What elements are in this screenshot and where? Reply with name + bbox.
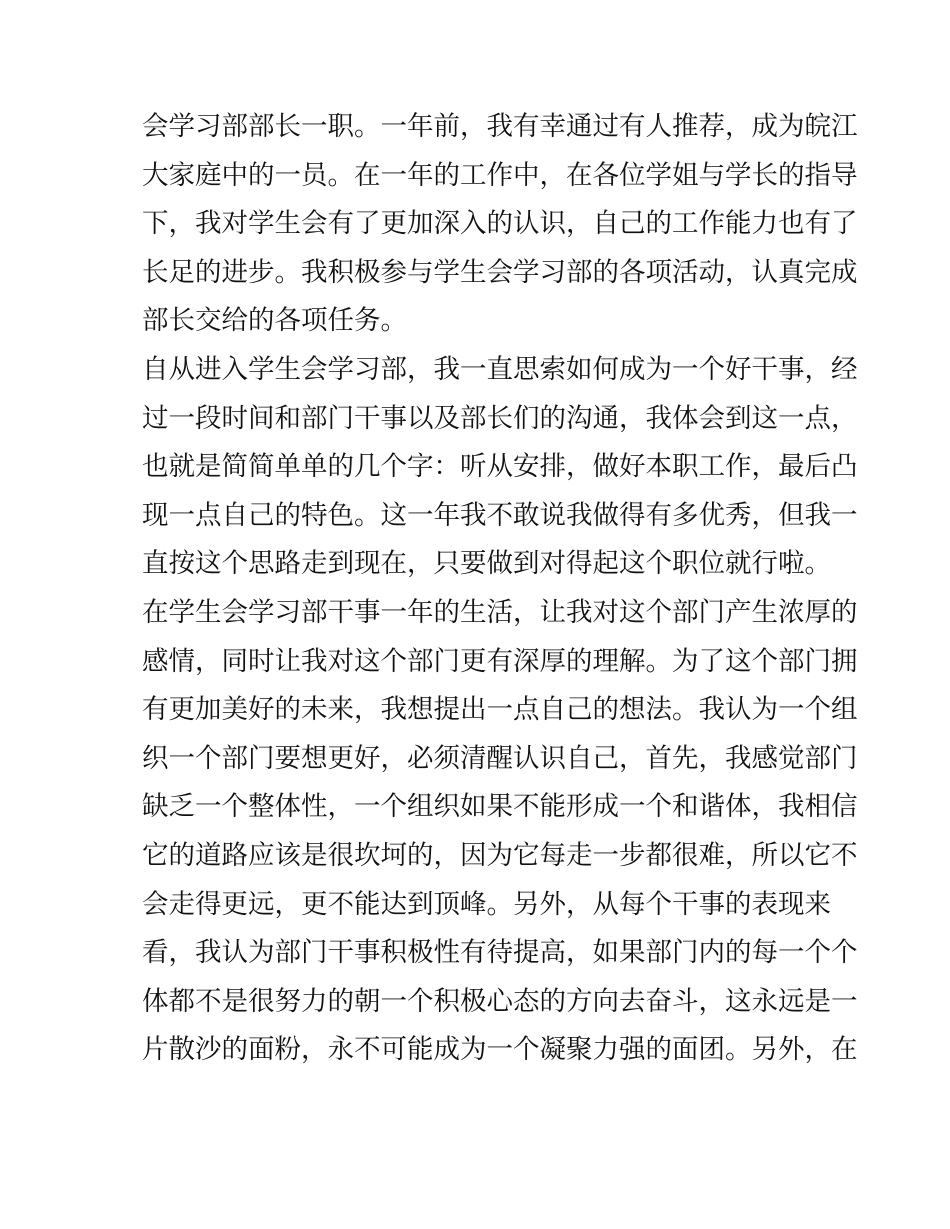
paragraph-2: [142, 346, 858, 589]
text-line: 它的道路应该是很坎坷的，因为它每走一步都很难，所以它不: [142, 839, 858, 871]
text-line: 片散沙的面粉，永不可能成为一个凝聚力强的面团。另外，在: [142, 1034, 858, 1066]
document-body: [142, 103, 858, 1075]
text-line: 会走得更远，更不能达到顶峰。另外，从每个干事的表现来: [142, 888, 831, 920]
text-line: 现一点自己的特色。这一年我不敢说我做得有多优秀，但我一: [142, 499, 858, 531]
text-line: 下，我对学生会有了更加深入的认识，自己的工作能力也有了: [142, 208, 858, 240]
text-line: 会学习部部长一职。一年前，我有幸通过有人推荐，成为皖江: [142, 111, 858, 142]
text-line: 过一段时间和部门干事以及部长们的沟通，我体会到这一点，: [142, 402, 858, 434]
text-line: 缺乏一个整体性，一个组织如果不能形成一个和谐体，我相信: [142, 791, 858, 823]
text-line: 体都不是很努力的朝一个积极心态的方向去奋斗，这永远是一: [142, 985, 858, 1017]
text-line: 直按这个思路走到现在，只要做到对得起这个职位就行啦。: [142, 548, 831, 580]
text-line: 有更加美好的未来，我想提出一点自己的想法。我认为一个组: [142, 694, 858, 726]
text-line: 感情，同时让我对这个部门更有深厚的理解。为了这个部门拥: [142, 645, 858, 677]
text-line: 自从进入学生会学习部，我一直思索如何成为一个好干事，经: [142, 353, 858, 385]
text-line: 看，我认为部门干事积极性有待提高，如果部门内的每一个个: [142, 937, 858, 969]
text-line: 大家庭中的一员。在一年的工作中，在各位学姐与学长的指导: [142, 159, 858, 191]
text-line: 长足的进步。我积极参与学生会学习部的各项活动，认真完成: [142, 256, 858, 288]
text-line: 也就是简简单单的几个字：听从安排，做好本职工作，最后凸: [142, 451, 858, 483]
paragraph-1: [142, 103, 858, 346]
text-line: 部长交给的各项任务。: [142, 305, 407, 337]
text-line: 在学生会学习部干事一年的生活，让我对这个部门产生浓厚的: [142, 596, 858, 628]
text-line: 织一个部门要想更好，必须清醒认识自己，首先，我感觉部门: [142, 742, 858, 774]
paragraph-3: [142, 589, 858, 1075]
